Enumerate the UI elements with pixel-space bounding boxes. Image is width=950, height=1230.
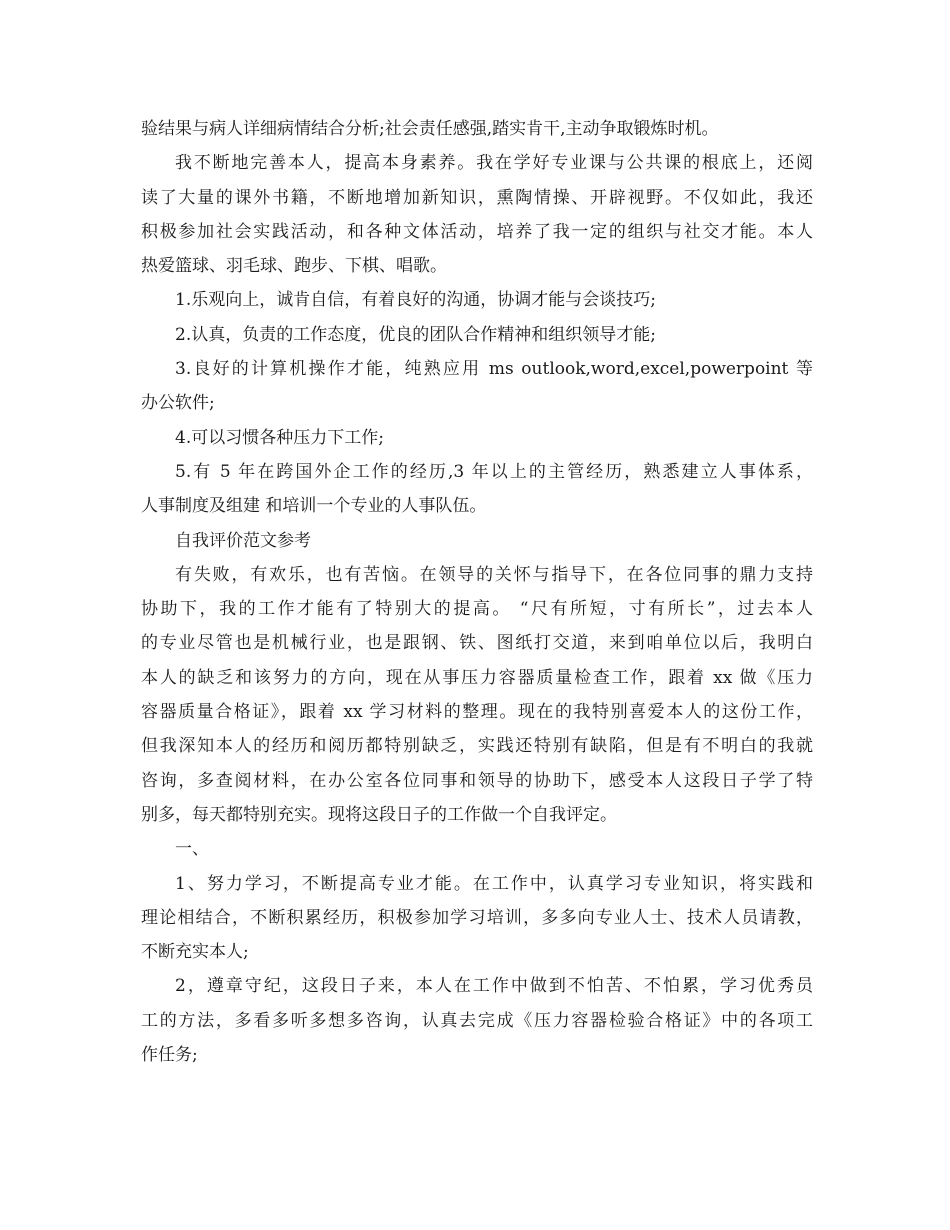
text-line: 验结果与病人详细病情结合分析;社会责任感强,踏实肯干,主动争取锻炼时机。 [141,119,719,139]
list-item: 1.乐观向上，诚肯自信，有着良好的沟通，协调才能与会谈技巧; [175,290,656,311]
text-line: 工的方法，多看多听多想多咨询，认真去完成《压力容器检验合格证》中的各项工 [141,1010,813,1031]
list-item: 4.可以习惯各种压力下工作; [175,427,384,448]
section-number: 一、 [175,839,209,860]
text-line: 本人的缺乏和该努力的方向，现在从事压力容器质量检查工作，跟着 xx 做《压力 [141,667,813,688]
text-line: 不断充实本人; [141,942,249,963]
text-line: 人事制度及组建 和培训一个专业的人事队伍。 [141,496,487,517]
text-line: 作任务; [141,1045,198,1066]
text-line: 我不断地完善本人，提高本身素养。我在学好专业课与公共课的根底上，还阅 [175,153,813,174]
list-item: 2.认真，负责的工作态度，优良的团队合作精神和组织领导才能; [175,324,656,345]
text-line: 咨询，多查阅材料，在办公室各位同事和领导的协助下，感受本人这段日子学了特 [141,770,813,791]
text-line: 容器质量合格证》，跟着 xx 学习材料的整理。现在的我特别喜爱本人的这份工作， [141,702,813,723]
text-line: 但我深知本人的经历和阅历都特别缺乏，实践还特别有缺陷，但是有不明白的我就 [141,736,813,757]
list-item: 3.良好的计算机操作才能，纯熟应用 ms outlook,word,excel,powerpoint 等 [175,359,813,380]
text-line: 办公软件; [141,393,215,414]
text-line: 读了大量的课外书籍，不断地增加新知识，熏陶情操、开辟视野。不仅如此，我还 [141,187,813,208]
text-line: 的专业尽管也是机械行业，也是跟钢、铁、图纸打交道，来到咱单位以后，我明白 [141,633,813,654]
text-line: 积极参加社会实践活动，和各种文体活动，培养了我一定的组织与社交才能。本人 [141,221,813,242]
list-item: 2，遵章守纪，这段日子来，本人在工作中做到不怕苦、不怕累，学习优秀员 [175,976,813,997]
text-line: 别多，每天都特别充实。现将这段日子的工作做一个自我评定。 [141,804,617,825]
text-line: 理论相结合，不断积累经历，积极参加学习培训，多多向专业人士、技术人员请教， [141,907,813,928]
document-body [141,112,813,1072]
text-line: 热爱篮球、羽毛球、跑步、下棋、唱歌。 [141,256,447,277]
list-item: 5.有 5 年在跨国外企工作的经历,3 年以上的主管经历，熟悉建立人事体系， [175,461,813,482]
text-line: 协助下，我的工作才能有了特别大的提高。 “尺有所短，寸有所长”，过去本人 [141,599,813,620]
list-item: 1、努力学习，不断提高专业才能。在工作中，认真学习专业知识，将实践和 [175,873,813,894]
section-heading: 自我评价范文参考 [175,530,311,551]
text-line: 有失败，有欢乐，也有苦恼。在领导的关怀与指导下，在各位同事的鼎力支持 [175,564,813,585]
